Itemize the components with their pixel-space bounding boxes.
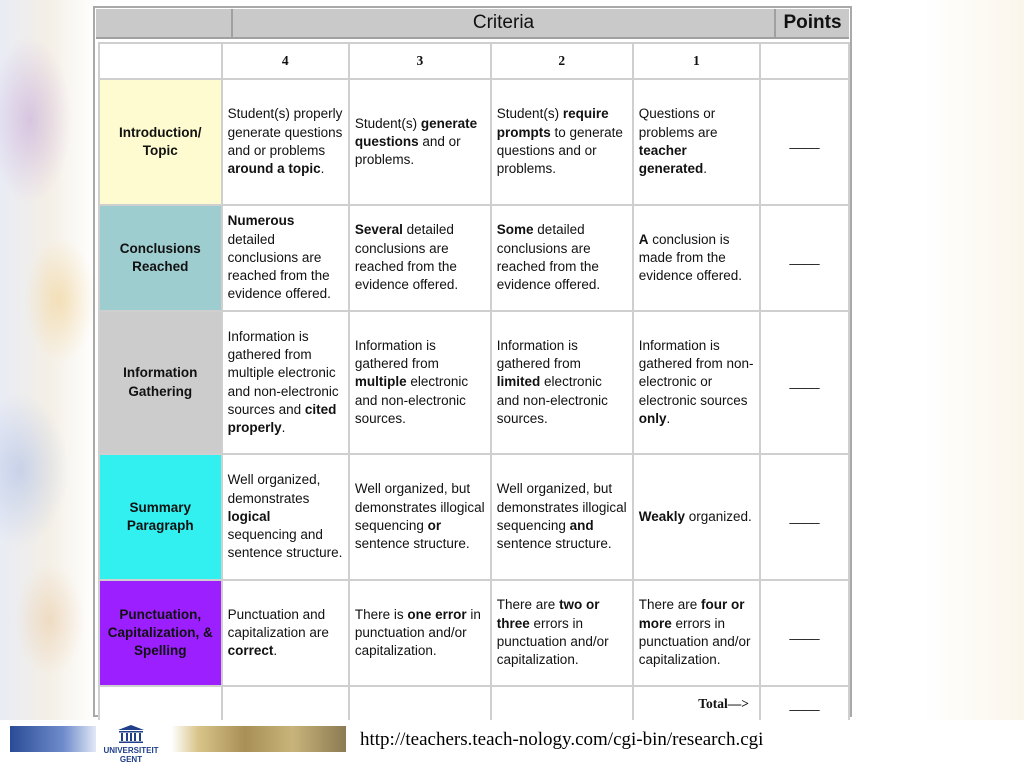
rubric-row [100, 455, 848, 579]
criterion-cell [634, 80, 759, 204]
criterion-cell [492, 581, 632, 685]
criterion-text: conclusion is made from the evidence offered. [638, 231, 743, 284]
criterion-text: electronic and non-electronic sources. [354, 374, 469, 426]
criterion-text: detailed conclusions are reached from the evidence offered. [496, 222, 601, 293]
criterion-text: Well organized, demonstrates [227, 472, 321, 506]
background-left-decoration [0, 0, 96, 720]
university-logo-text: UNIVERSITEIT GENT [103, 746, 159, 764]
category-cell: Summary Paragraph [100, 455, 221, 579]
criterion-cell [350, 455, 490, 579]
criteria-header-blank [96, 9, 233, 37]
background-right-decoration [855, 0, 1024, 720]
total-row-blank [350, 687, 490, 721]
criterion-emphasis: correct [227, 643, 274, 659]
criterion-cell [634, 206, 759, 310]
points-cell[interactable]: ____ [761, 206, 848, 310]
criterion-emphasis: limited [496, 374, 541, 390]
score-header: 3 [350, 44, 490, 78]
criterion-text: Information is gathered from multiple electronic and non-electronic sources and [227, 328, 339, 417]
category-cell: Conclusions Reached [100, 206, 221, 310]
criterion-emphasis: multiple [354, 374, 407, 390]
criterion-emphasis: four or more [638, 597, 745, 631]
criterion-cell [350, 80, 490, 204]
footer-photo-strip [10, 726, 346, 752]
criterion-cell [634, 581, 759, 685]
criterion-text: . [320, 161, 325, 177]
criterion-text: Student(s) properly generate questions and or problems [227, 106, 343, 158]
criterion-emphasis: logical [227, 508, 271, 524]
criterion-cell [492, 312, 632, 453]
criterion-cell [350, 206, 490, 310]
points-cell[interactable]: ____ [761, 312, 848, 453]
category-cell: Information Gathering [100, 312, 221, 453]
rubric-row [100, 581, 848, 685]
criterion-text: in punctuation and/or capitalization. [354, 606, 481, 659]
total-row-blank [492, 687, 632, 721]
criterion-cell [223, 206, 348, 310]
score-header: 4 [223, 44, 348, 78]
criterion-text: to generate questions and or problems. [496, 124, 623, 177]
university-logo [96, 722, 166, 766]
score-header-blank [100, 44, 221, 78]
university-building-icon [116, 724, 146, 744]
criterion-text: . [703, 161, 708, 177]
points-cell[interactable]: ____ [761, 581, 848, 685]
total-points-cell[interactable]: ____ [761, 687, 848, 721]
criterion-text: errors in punctuation and/or capitalization. [496, 615, 609, 668]
criterion-text: Punctuation and capitalization are [227, 606, 329, 640]
criterion-text: Student(s) [354, 115, 421, 131]
score-header-points-blank [761, 44, 848, 78]
rubric-row [100, 312, 848, 453]
criterion-emphasis: A [638, 231, 649, 247]
criterion-cell [634, 455, 759, 579]
total-row-blank [100, 687, 221, 721]
criterion-cell [223, 581, 348, 685]
criterion-cell [492, 455, 632, 579]
total-label: Total—> [634, 687, 759, 721]
criterion-text: . [273, 643, 278, 659]
source-url-link[interactable]: http://teachers.teach-nology.com/cgi-bin/research.cgi [360, 729, 764, 750]
score-header-row [100, 44, 848, 78]
criterion-text: sentence structure. [496, 536, 612, 552]
criteria-header-label: Criteria [472, 12, 535, 33]
category-cell: Punctuation, Capitalization, & Spelling [100, 581, 221, 685]
criterion-text: Information is gathered from non-electronic or electronic sources [638, 337, 754, 408]
criterion-cell [223, 455, 348, 579]
criterion-text: errors in punctuation and/or capitalization. [638, 615, 751, 668]
criterion-text: There are [638, 597, 701, 613]
criterion-text: There are [496, 597, 560, 613]
criterion-cell [350, 312, 490, 453]
criterion-text: Student(s) [496, 106, 563, 122]
criterion-cell [223, 80, 348, 204]
points-cell[interactable]: ____ [761, 455, 848, 579]
criterion-text: sequencing and sentence structure. [227, 527, 343, 561]
criterion-emphasis: teacher generated [638, 143, 704, 177]
criterion-emphasis: and [569, 518, 594, 533]
total-row [100, 687, 848, 721]
criterion-emphasis: or [427, 518, 442, 533]
criterion-emphasis: Weakly [638, 508, 685, 524]
rubric-table [98, 42, 850, 723]
rubric-row [100, 206, 848, 310]
criterion-text: There is [354, 606, 408, 622]
criterion-text: detailed conclusions are reached from the evidence offered. [227, 231, 331, 302]
score-header: 2 [492, 44, 632, 78]
total-row-blank [223, 687, 348, 721]
criterion-cell [492, 80, 632, 204]
rubric-frame [93, 6, 852, 717]
criterion-text: electronic and non-electronic sources. [496, 374, 608, 426]
criterion-emphasis: Some [496, 222, 534, 238]
criterion-text: organized. [685, 508, 752, 524]
criterion-emphasis: Numerous [227, 213, 295, 229]
criterion-cell [223, 312, 348, 453]
criterion-text: sentence structure. [354, 536, 470, 552]
criterion-text: Questions or problems are [638, 106, 718, 140]
category-cell: Introduction/ Topic [100, 80, 221, 204]
criterion-cell [634, 312, 759, 453]
criterion-emphasis: two or three [496, 597, 600, 631]
criterion-cell [350, 581, 490, 685]
criterion-emphasis: Several [354, 222, 403, 238]
criterion-text: Information is gathered from [354, 337, 439, 372]
criterion-text: detailed conclusions are reached from the evidence offered. [354, 222, 459, 293]
criterion-text: and or problems. [354, 133, 461, 168]
criterion-emphasis: cited properly [227, 401, 337, 436]
criterion-emphasis: around a topic [227, 161, 321, 177]
criterion-emphasis: require prompts [496, 106, 609, 140]
points-cell[interactable]: ____ [761, 80, 848, 204]
criterion-emphasis: only [638, 410, 667, 426]
points-header-label: Points [774, 9, 849, 37]
criterion-cell [492, 206, 632, 310]
criterion-text: Well organized, but demonstrates illogical sequencing [354, 481, 485, 533]
criterion-text: Well organized, but demonstrates illogical sequencing [496, 481, 627, 533]
criterion-text: . [281, 420, 286, 436]
criterion-text: . [666, 410, 671, 426]
criterion-emphasis: one error [407, 606, 467, 622]
criterion-text: Information is gathered from [496, 337, 581, 372]
score-header: 1 [634, 44, 759, 78]
rubric-row [100, 80, 848, 204]
criterion-emphasis: generate questions [354, 115, 478, 149]
criteria-header-bar [96, 9, 849, 39]
